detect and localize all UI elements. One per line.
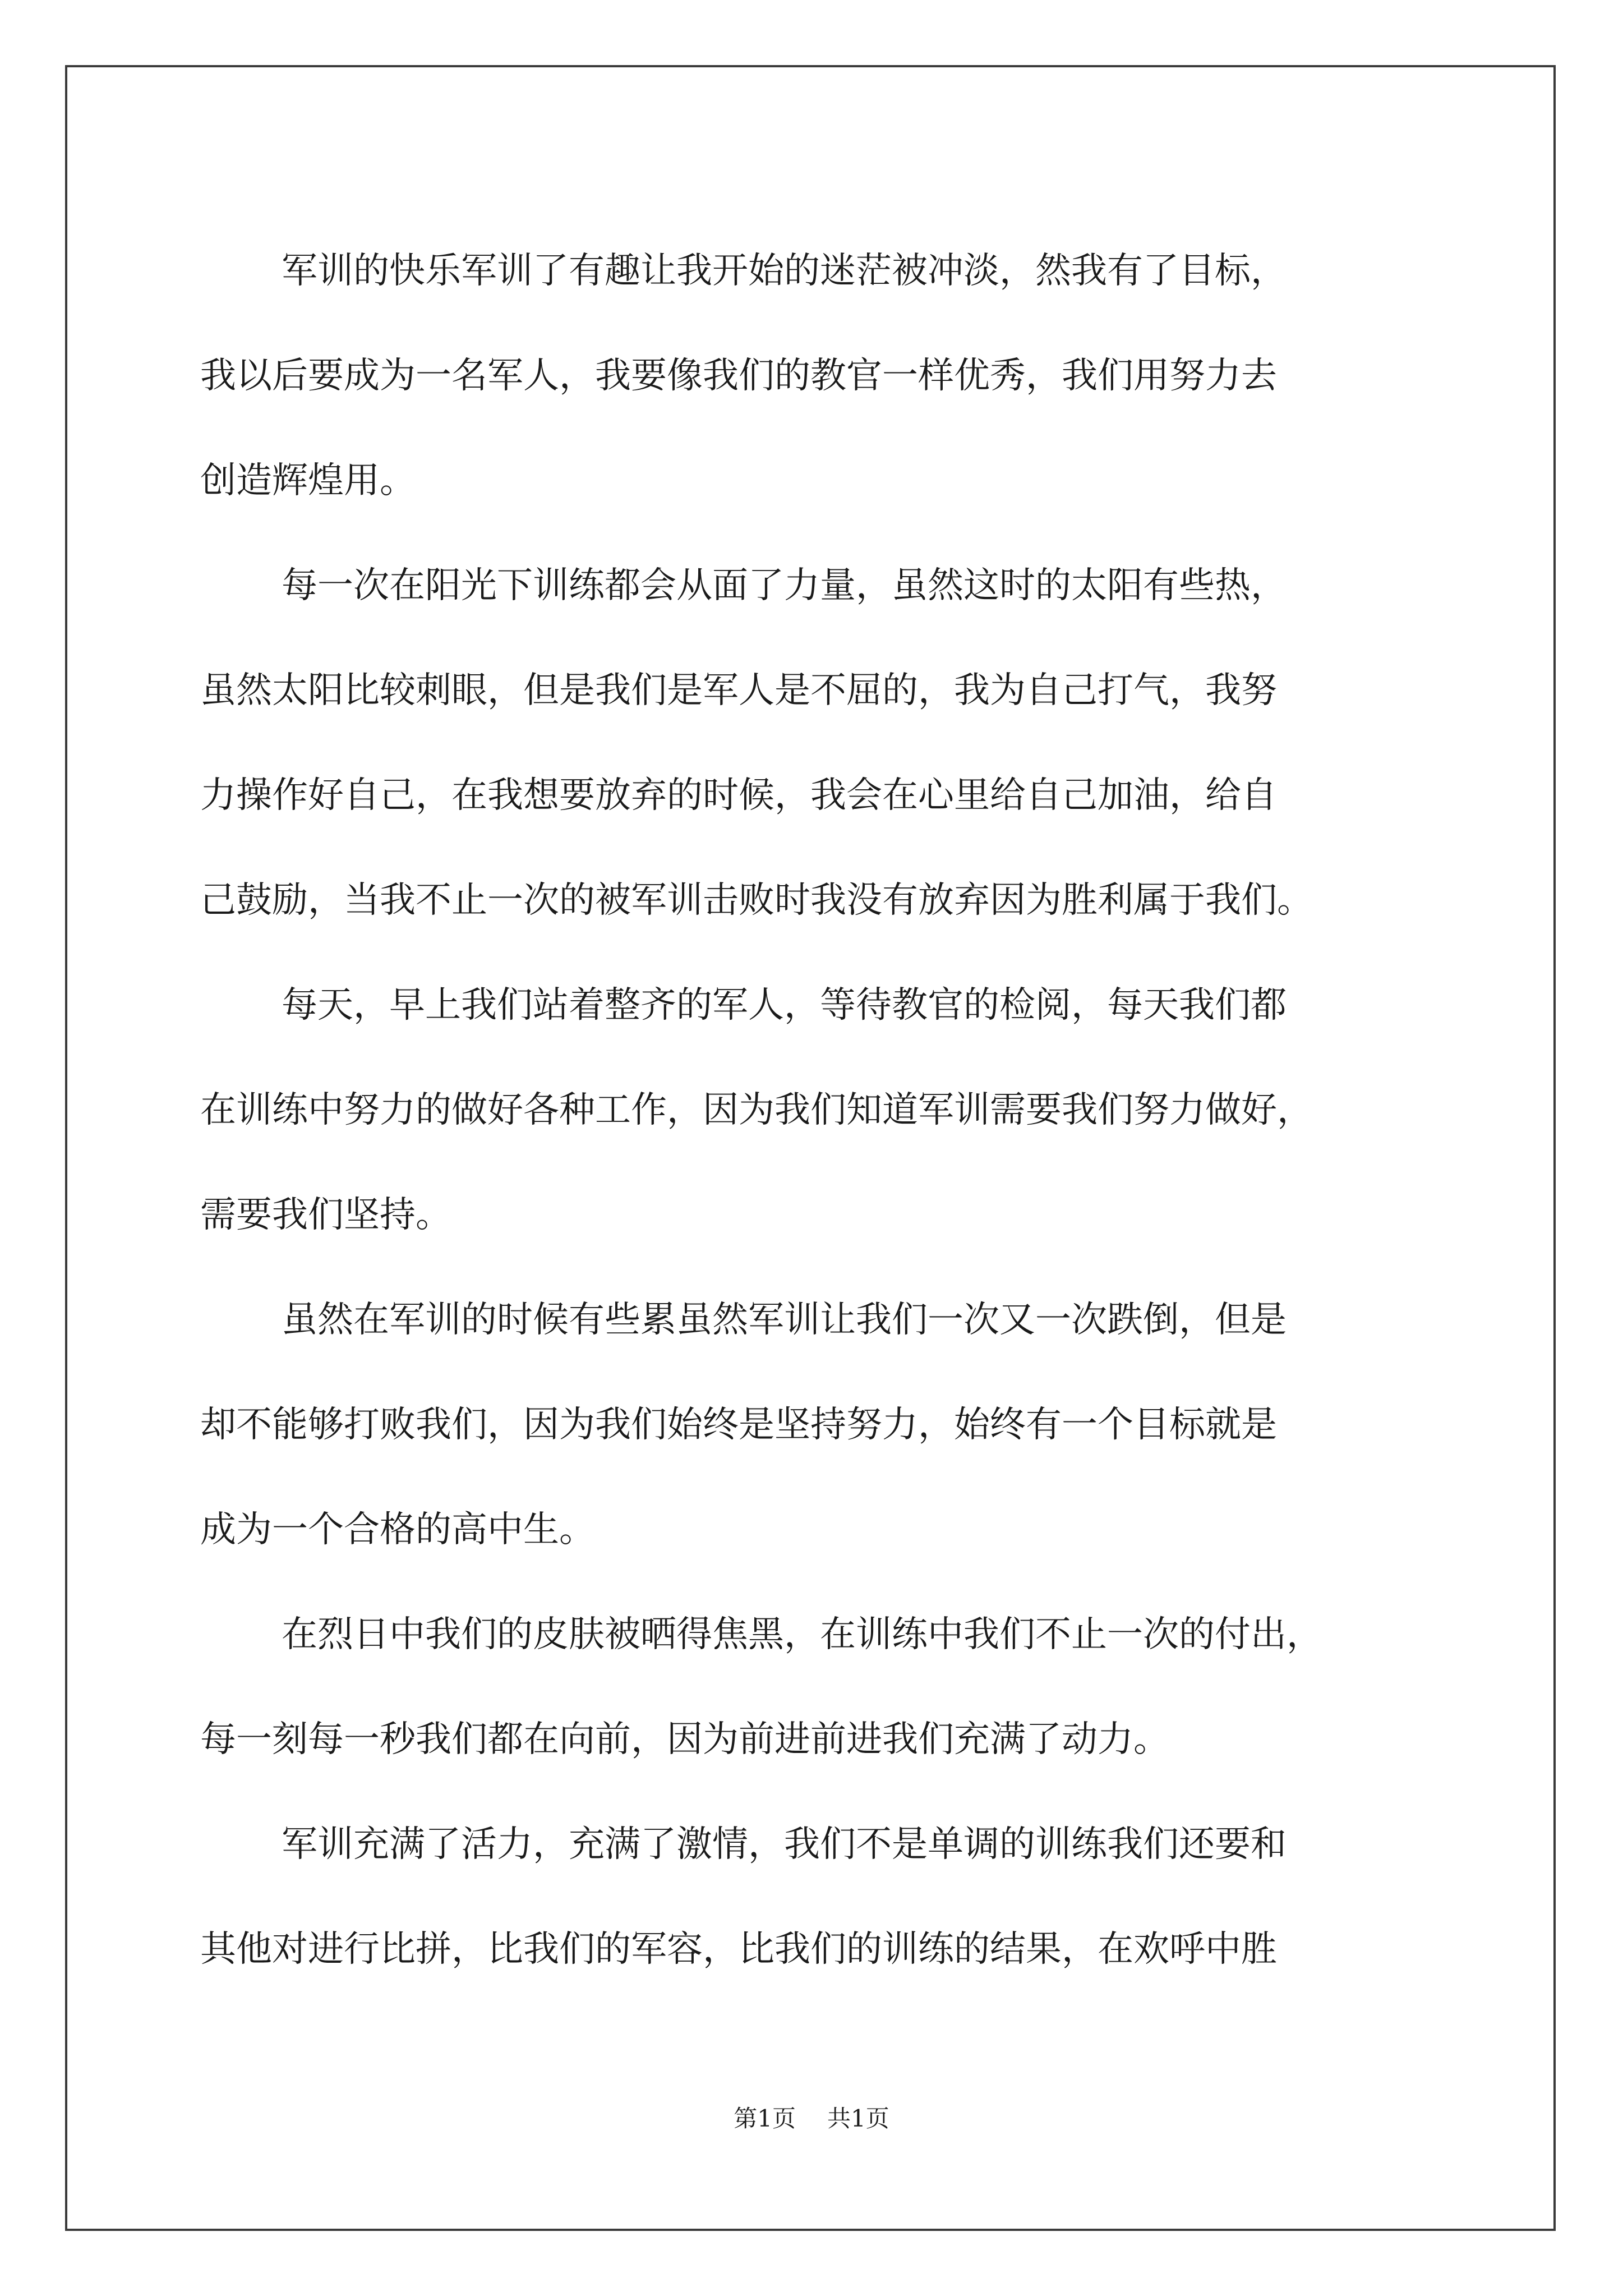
page-number: 第1页 bbox=[734, 2105, 796, 2132]
paragraph-line: 需要我们坚持。 bbox=[200, 1194, 451, 1236]
paragraph-line: 在训练中努力的做好各种工作，因为我们知道军训需要我们努力做好， bbox=[200, 1089, 1313, 1131]
paragraph-line: 军训的快乐军训了有趣让我开始的迷茫被冲淡，然我有了目标， bbox=[282, 250, 1287, 292]
document-body bbox=[200, 219, 1423, 2002]
page-total: 共1页 bbox=[827, 2105, 889, 2132]
paragraph-line: 虽然太阳比较刺眼，但是我们是军人是不屈的，我为自己打气，我努 bbox=[200, 670, 1277, 711]
paragraph-line: 力操作好自己，在我想要放弃的时候，我会在心里给自己加油，给自 bbox=[200, 775, 1277, 816]
paragraph-line: 却不能够打败我们，因为我们始终是坚持努力，始终有一个目标就是 bbox=[200, 1404, 1277, 1446]
paragraph-line: 其他对进行比拼，比我们的军容，比我们的训练的结果，在欢呼中胜 bbox=[200, 1929, 1277, 1970]
paragraph-line: 我以后要成为一名军人，我要像我们的教官一样优秀，我们用努力去 bbox=[200, 355, 1277, 397]
page-footer bbox=[0, 2102, 1623, 2136]
paragraph-line: 每天，早上我们站着整齐的军人，等待教官的检阅，每天我们都 bbox=[282, 984, 1287, 1026]
paragraph-line: 成为一个合格的高中生。 bbox=[200, 1509, 595, 1550]
paragraph-line: 己鼓励，当我不止一次的被军训击败时我没有放弃因为胜利属于我们。 bbox=[200, 880, 1313, 921]
paragraph-line: 每一次在阳光下训练都会从面了力量，虽然这时的太阳有些热， bbox=[282, 565, 1287, 606]
paragraph-line: 每一刻每一秒我们都在向前，因为前进前进我们充满了动力。 bbox=[200, 1719, 1169, 1760]
paragraph-line: 军训充满了活力，充满了激情，我们不是单调的训练我们还要和 bbox=[282, 1824, 1287, 1865]
paragraph-line: 在烈日中我们的皮肤被晒得焦黑，在训练中我们不止一次的付出， bbox=[282, 1614, 1322, 1655]
paragraph-line: 创造辉煌用。 bbox=[200, 460, 416, 501]
paragraph-line: 虽然在军训的时候有些累虽然军训让我们一次又一次跌倒，但是 bbox=[282, 1299, 1287, 1341]
